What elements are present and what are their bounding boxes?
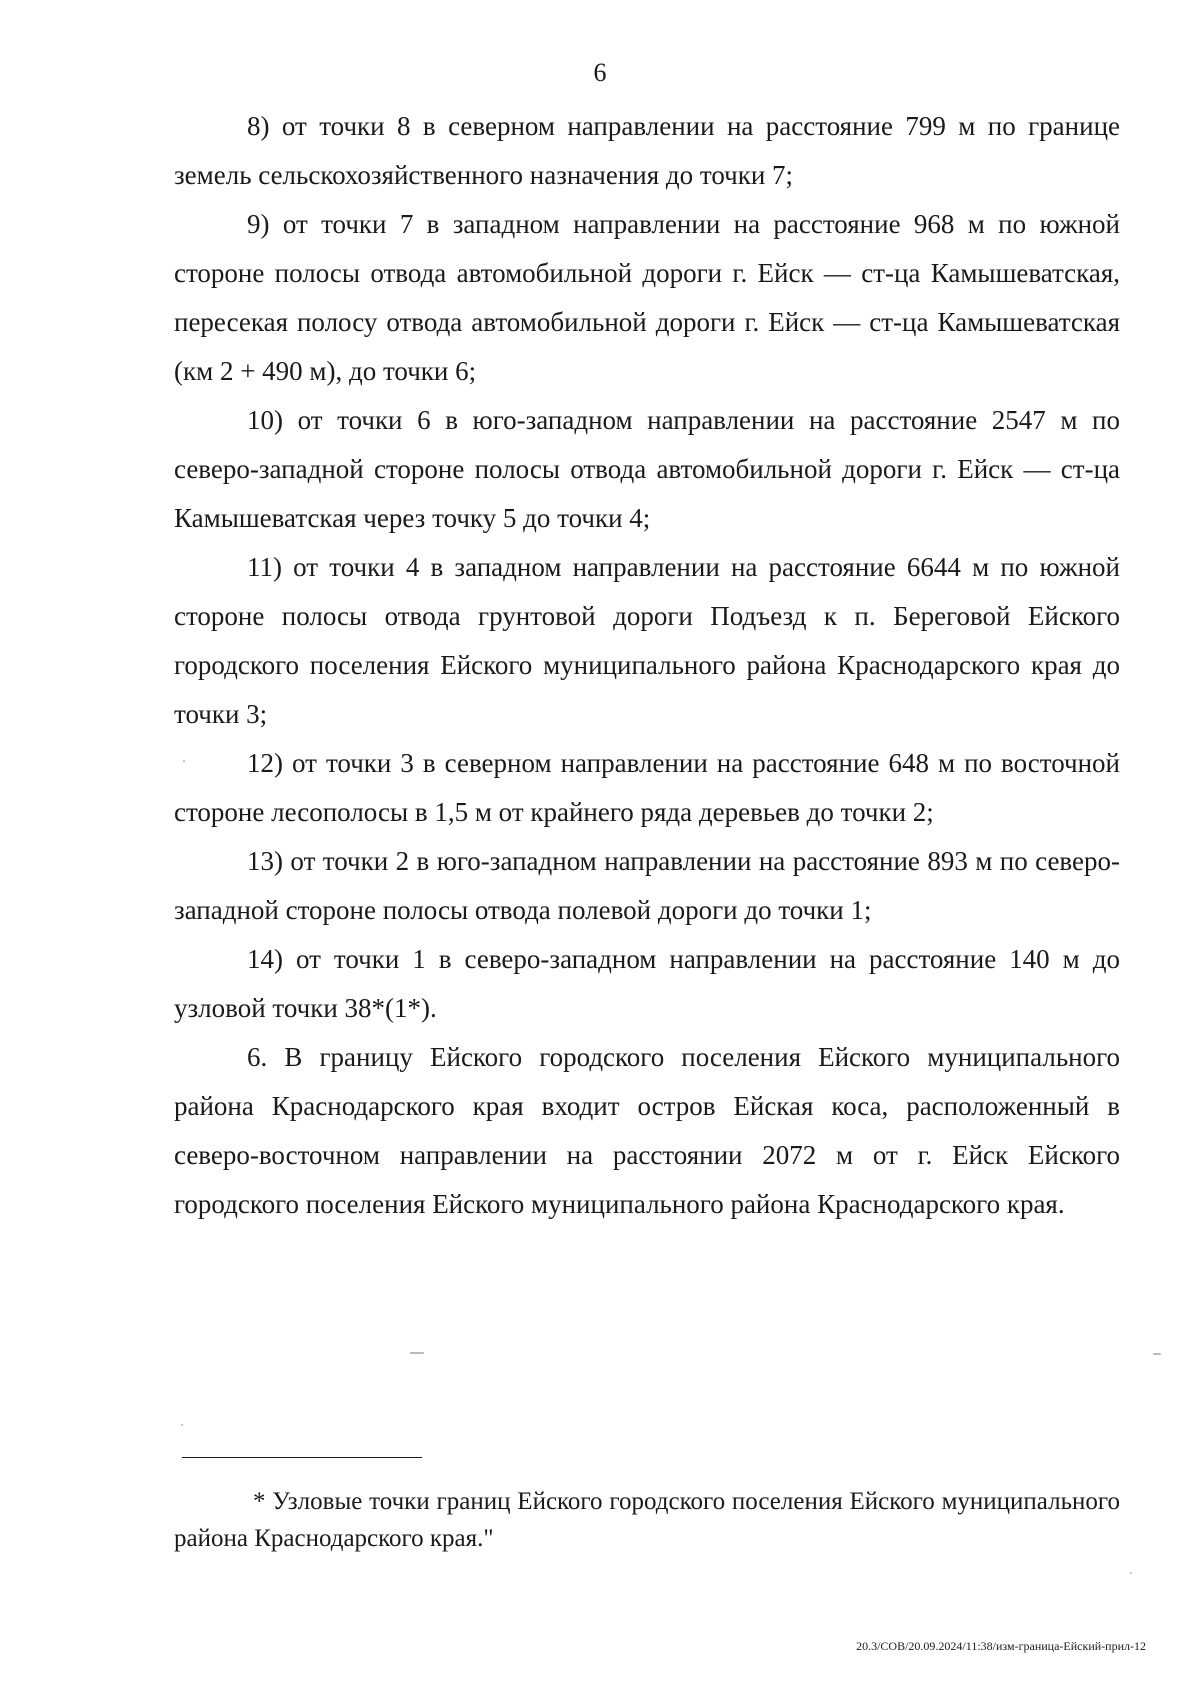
- main-text: [174, 102, 1120, 1229]
- scan-speck: [183, 760, 185, 762]
- document-code: 20.3/СОВ/20.09.2024/11:38/изм-граница-Ейский-прил-12: [856, 1639, 1146, 1653]
- scan-speck: [410, 1352, 424, 1354]
- paragraph-item-12: 12) от точки 3 в северном направлении на расстояние 648 м по восточной стороне лесополосы в 1,5 м от крайнего ряда деревьев до точки 2;: [174, 748, 1120, 827]
- paragraph-section-6: 6. В границу Ейского городского поселения Ейского муниципального района Краснодарского края входит остров Ейская коса, расположенный в северо-восточном направлении на расстоянии 2072 м от г. Ейск Ейского городского поселения Ейского муниципального района Краснодарского края.: [174, 1042, 1120, 1219]
- paragraph-item-14: 14) от точки 1 в северо-западном направлении на расстояние 140 м до узловой точки 38*(1*).: [174, 944, 1120, 1023]
- scan-speck: [1130, 1572, 1132, 1574]
- paragraph-item-10: 10) от точки 6 в юго-западном направлении на расстояние 2547 м по северо-западной стороне полосы отвода автомобильной дороги г. Ейск — ст-ца Камышеватская через точку 5 до точки 4;: [174, 405, 1120, 533]
- scan-speck: [1153, 1353, 1161, 1355]
- paragraph-item-8: 8) от точки 8 в северном направлении на расстояние 799 м по границе земель сельскохозяйственного назначения до точки 7;: [174, 111, 1120, 190]
- paragraph-item-9: 9) от точки 7 в западном направлении на расстояние 968 м по южной стороне полосы отвода автомобильной дороги г. Ейск — ст-ца Камышеватская, пересекая полосу отвода автомобильной дороги г. Ейск — ст-ца Камышеватская (км 2 + 490 м), до точки 6;: [174, 209, 1120, 386]
- footnote-separator: [182, 1457, 422, 1458]
- footnote: * Узловые точки границ Ейского городского поселения Ейского муниципального района Краснодарского края.": [174, 1488, 1120, 1552]
- scan-speck: [181, 1424, 183, 1426]
- paragraph-item-13: 13) от точки 2 в юго-западном направлении на расстояние 893 м по северо-западной стороне полосы отвода полевой дороги до точки 1;: [174, 846, 1120, 925]
- paragraph-item-11: 11) от точки 4 в западном направлении на расстояние 6644 м по южной стороне полосы отвода грунтовой дороги Подъезд к п. Береговой Ейского городского поселения Ейского муниципального района Краснодарского края до точки 3;: [174, 552, 1120, 729]
- page-number: 6: [593, 58, 607, 87]
